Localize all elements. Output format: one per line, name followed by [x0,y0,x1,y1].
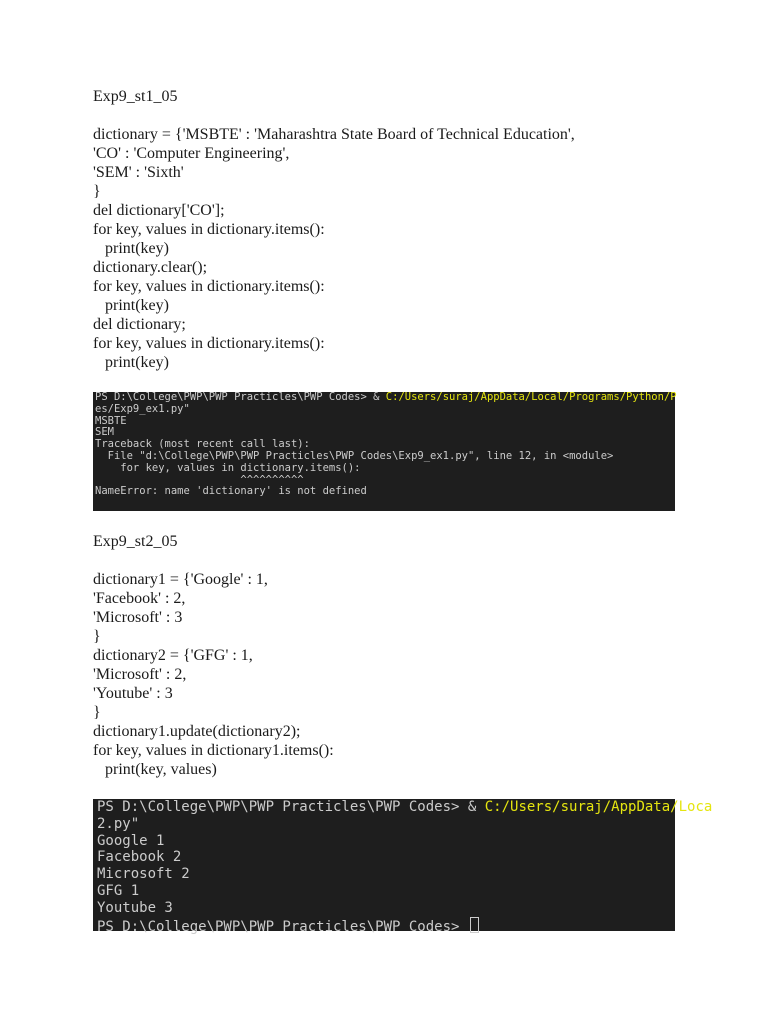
code-line: print(key) [93,240,169,257]
section2-code [93,570,693,779]
terminal-output-line: Youtube 3 [97,899,173,916]
code-line: del dictionary; [93,316,186,333]
terminal-output-line: NameError: name 'dictionary' is not defined [95,485,367,498]
terminal-prompt: PS D:\College\PWP\PWP Practicles\PWP Codes> & [97,799,485,815]
code-line: 'CO' : 'Computer Engineering', [93,145,290,162]
code-line: dictionary1.update(dictionary2); [93,723,301,740]
code-line: } [93,704,101,721]
code-line: 'SEM' : 'Sixth' [93,164,184,181]
terminal-command: C:/Users/suraj/AppData/Loca [484,799,713,815]
section1-title: Exp9_st1_05 [93,88,178,105]
terminal-output-line: Facebook 2 [97,849,182,866]
code-line: dictionary1 = {'Google' : 1, [93,571,268,588]
terminal-output-line: File "d:\College\PWP\PWP Practicles\PWP Codes\Exp9_ex1.py", line 12, in <module> [95,449,614,462]
terminal-output-line: SEM [95,426,114,439]
terminal-output-line: for key, values in dictionary.items(): [95,461,361,474]
section2-title: Exp9_st2_05 [93,533,178,550]
terminal-command: C:/Users/suraj/AppData/Local/Programs/Python/P [385,391,677,403]
terminal-command-line [93,799,713,816]
section1-code [93,125,693,372]
terminal-output-line: ^^^^^^^^^^ [95,473,304,486]
code-line: for key, values in dictionary.items(): [93,278,325,295]
code-line: del dictionary['CO']; [93,202,225,219]
terminal-prompt: PS D:\College\PWP\PWP Practicles\PWP Codes> [97,918,468,935]
terminal-final-line [93,917,675,936]
terminal-screenshot-1 [93,392,675,511]
code-line: dictionary.clear(); [93,259,208,276]
terminal-command-cont: es/Exp9_ex1.py" [95,402,190,415]
code-line: } [93,628,101,645]
terminal-output-line: Microsoft 2 [97,866,190,883]
code-line: } [93,183,101,200]
code-line: print(key, values) [93,761,217,778]
terminal-output-line: Traceback (most recent call last): [95,438,310,451]
code-line: for key, values in dictionary.items(): [93,335,325,352]
code-line: for key, values in dictionary.items(): [93,221,325,238]
code-line: dictionary = {'MSBTE' : 'Maharashtra State Board of Technical Education', [93,126,575,143]
code-line: 'Microsoft' : 3 [93,609,183,626]
terminal-screenshot-2 [93,799,713,935]
terminal-output-line: GFG 1 [97,882,140,899]
code-line: 'Facebook' : 2, [93,590,186,607]
code-line: print(key) [93,354,169,371]
code-line: dictionary2 = {'GFG' : 1, [93,647,253,664]
code-line: print(key) [93,297,169,314]
terminal-prompt: PS D:\College\PWP\PWP Practicles\PWP Codes> & [95,391,386,403]
code-line: 'Microsoft' : 2, [93,666,187,683]
code-line: for key, values in dictionary1.items(): [93,742,334,759]
terminal-output-line: MSBTE [95,414,127,427]
code-line: 'Youtube' : 3 [93,685,173,702]
terminal-cursor [470,917,479,933]
terminal-output-line: Google 1 [97,832,165,849]
terminal-command-cont: 2.py" [97,815,140,832]
